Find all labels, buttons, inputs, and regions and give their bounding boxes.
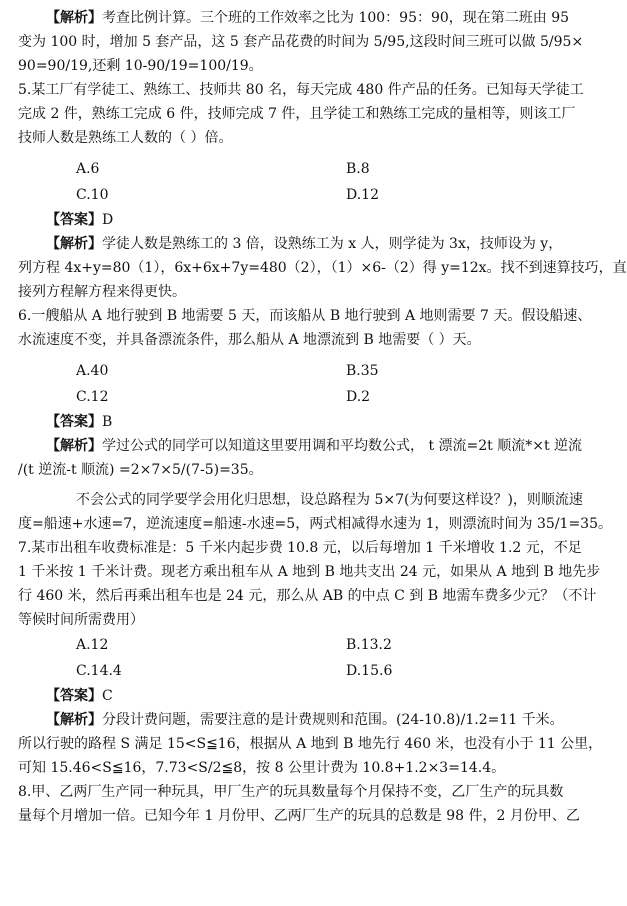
answer-label: 【答案】 — [46, 414, 102, 430]
q7-option-a: A.12 — [76, 637, 109, 653]
q6-analysis-line-2: /(t 逆流-t 顺流) =2×7×5/(7-5)=35。 — [18, 462, 263, 478]
q7-answer — [18, 684, 562, 708]
q7-analysis-line-1: 【解析】分段计费问题，需要注意的是计费规则和范围。(24-10.8)/1.2=11 千米。 — [46, 712, 564, 728]
q6-extra-line-2: 度=船速+水速=7，逆流速度=船速-水速=5，两式相减得水速为 1，则漂流时间为 35/1=35。 — [18, 516, 612, 532]
answer-label: 【答案】 — [46, 688, 102, 704]
q6-stem-line-1: 6.一艘船从 A 地行驶到 B 地需要 5 天，而该船从 B 地行驶到 A 地则需要 7 天。假设船速、 — [18, 308, 592, 324]
q5-analysis-line-1: 【解析】学徒人数是熟练工的 3 倍，设熟练工为 x 人，则学徒为 3x，技师设为 y， — [46, 236, 563, 252]
q5-analysis-line-2: 列方程 4x+y=80（1），6x+6x+7y=480（2），（1）×6-（2）得 y=12x。找不到速算技巧，直 — [18, 260, 627, 276]
prev-analysis-line-1: 【解析】考查比例计算。三个班的工作效率之比为 100：95：90，现在第二班由 95 — [46, 10, 570, 26]
q8-stem-line-1: 8.甲、乙两厂生产同一种玩具，甲厂生产的玩具数量每个月保持不变，乙厂生产的玩具数 — [18, 784, 564, 800]
q5-answer — [18, 208, 562, 232]
q5-options-row-2 — [18, 182, 562, 208]
q5-option-c: C.10 — [76, 187, 109, 203]
q6-options-row-1 — [18, 358, 562, 384]
q6-option-a: A.40 — [76, 363, 109, 379]
analysis-label: 【解析】 — [46, 712, 102, 728]
prev-analysis-line-3: 90=90/19,还剩 10-90/19=100/19。 — [18, 58, 263, 74]
q5-answer-value: D — [102, 212, 114, 228]
answer-label: 【答案】 — [46, 212, 102, 228]
q7-option-d: D.15.6 — [346, 663, 393, 679]
q7-stem-line-1: 7.某市出租车收费标准是：5 千米内起步费 10.8 元，以后每增加 1 千米增收 1.2 元，不足 — [18, 540, 582, 556]
prev-analysis-line-2: 变为 100 时，增加 5 套产品，这 5 套产品花费的时间为 5/95,这段时间三班可以做 5/95× — [18, 34, 584, 50]
q6-analysis-line-1: 【解析】学过公式的同学可以知道这里要用调和平均数公式， t 漂流=2t 顺流*×t 逆流 — [46, 438, 583, 454]
analysis-label: 【解析】 — [46, 10, 102, 26]
q5-stem-line-3: 技师人数是熟练工人数的（ ）倍。 — [18, 130, 233, 146]
q6-option-d: D.2 — [346, 389, 371, 405]
q7-stem-line-2: 1 千米按 1 千米计费。现老方乘出租车从 A 地到 B 地共支出 24 元，如果从 A 地到 B 地先步 — [18, 564, 601, 580]
q6-options-row-2 — [18, 384, 562, 410]
q6-answer-value: B — [102, 414, 113, 430]
q7-stem-line-4: 等候时间所需费用） — [18, 612, 144, 628]
q7-stem-line-3: 行 460 米，然后再乘出租车也是 24 元，那么从 AB 的中点 C 到 B 地需车费多少元？（不计 — [18, 588, 597, 604]
q5-option-b: B.8 — [346, 161, 370, 177]
q5-option-a: A.6 — [76, 161, 100, 177]
analysis-label: 【解析】 — [46, 438, 102, 454]
q5-options-row-1 — [18, 156, 562, 182]
q5-option-d: D.12 — [346, 187, 379, 203]
q5-stem-line-2: 完成 2 件，熟练工完成 6 件，技师完成 7 件，且学徒工和熟练工完成的量相等，则该工厂 — [18, 106, 576, 122]
q7-analysis-line-2: 所以行驶的路程 S 满足 15<S≦16，根据从 A 地到 B 地先行 460 米，也没有小于 11 公里， — [18, 736, 603, 752]
q5-analysis-line-3: 接列方程解方程来得更快。 — [18, 284, 186, 300]
q7-options-row-1 — [18, 632, 562, 658]
q7-options-row-2 — [18, 658, 562, 684]
q6-extra-line-1: 不会公式的同学要学会用化归思想，设总路程为 5×7(为何要这样设？)，则顺流速 — [76, 492, 583, 508]
q6-answer — [18, 410, 562, 434]
analysis-label: 【解析】 — [46, 236, 102, 252]
q6-stem-line-2: 水流速度不变，并具备漂流条件，那么船从 A 地漂流到 B 地需要（ ）天。 — [18, 332, 481, 348]
q6-option-b: B.35 — [346, 363, 379, 379]
q7-option-b: B.13.2 — [346, 637, 392, 653]
q7-option-c: C.14.4 — [76, 663, 122, 679]
q7-analysis-line-3: 可知 15.46<S≦16，7.73<S/2≦8，按 8 公里计费为 10.8+1.2×3=14.4。 — [18, 760, 506, 776]
q8-stem-line-2: 量每个月增加一倍。已知今年 1 月份甲、乙两厂生产的玩具的总数是 98 件，2 月份甲、乙 — [18, 808, 580, 824]
q6-option-c: C.12 — [76, 389, 109, 405]
q5-stem-line-1: 5.某工厂有学徒工、熟练工、技师共 80 名，每天完成 480 件产品的任务。已知每天学徒工 — [18, 82, 584, 98]
q7-answer-value: C — [102, 688, 113, 704]
